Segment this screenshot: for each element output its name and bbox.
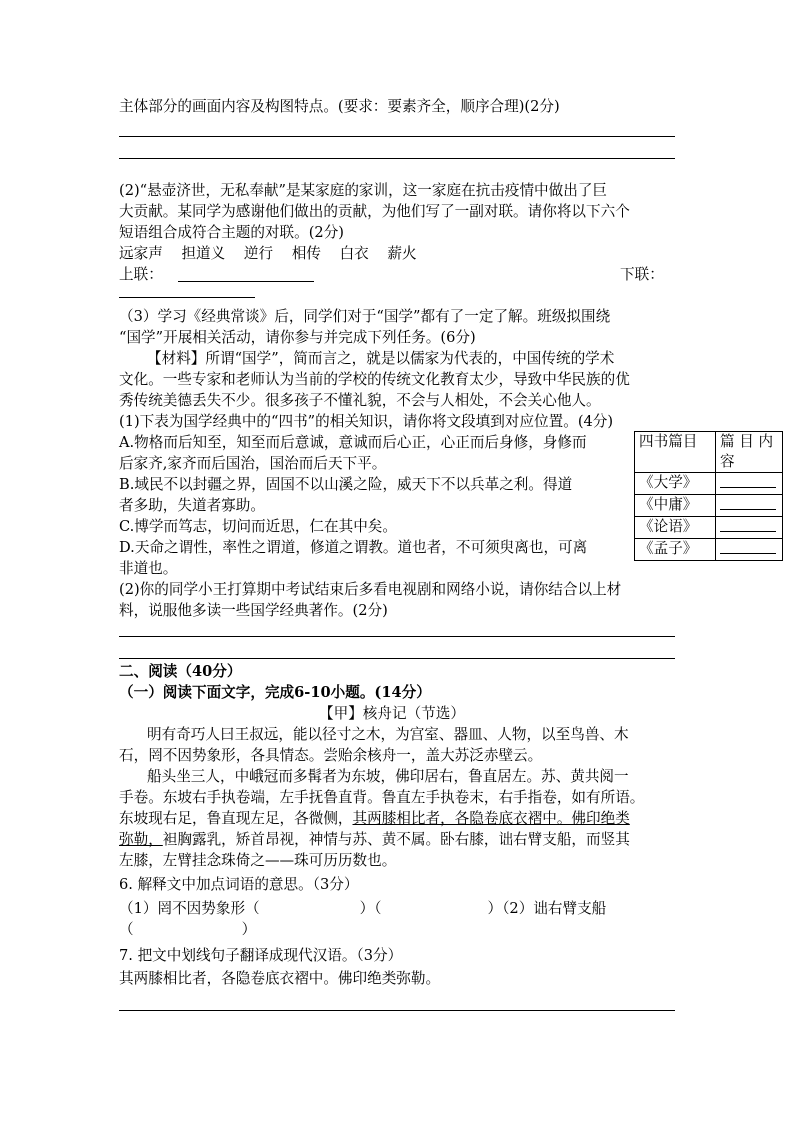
question-text: 料，说服他多读一些国学经典著作。(2分) xyxy=(119,602,388,619)
table-row-label: 《大学》 xyxy=(635,473,716,495)
question-text: 大贡献。某同学为感谢他们做出的贡献，为他们写了一副对联。请你将以下六个 xyxy=(119,203,630,220)
lower-couplet-blank[interactable] xyxy=(119,283,255,298)
option-b: 者多助，失道者寡助。 xyxy=(119,497,265,514)
table-row-label: 《孟子》 xyxy=(635,539,716,561)
q6-line: （ ） xyxy=(119,921,257,938)
phrase: 白衣 xyxy=(339,245,369,262)
phrase: 逆行 xyxy=(243,245,274,262)
phrase: 远家声 xyxy=(119,245,163,262)
passage-text: 东坡现右足，鲁直现左足，各微侧，其两膝相比者，各隐卷底衣褶中。佛印绝类 xyxy=(119,810,630,827)
material-text: 文化。一些专家和老师认为当前的学校的传统文化教育太少，导致中华民族的优 xyxy=(119,371,630,388)
answer-line xyxy=(119,636,675,637)
table-answer-cell[interactable] xyxy=(716,473,783,495)
option-c: C.博学而笃志，切问而近思，仁在其中矣。 xyxy=(119,518,397,535)
lower-couplet-label: 下联： xyxy=(620,266,664,283)
material-text: 【材料】所谓“国学”，简而言之，就是以儒家为代表的，中国传统的学术 xyxy=(147,350,615,367)
table-header: 四书篇目 xyxy=(635,432,716,473)
passage-title: 【甲】核舟记（节选） xyxy=(319,705,465,722)
section-title: 二、阅读（40分） xyxy=(119,663,242,680)
underlined-sentence: 其两膝相比者，各隐卷底衣褶中。佛印绝类 xyxy=(352,810,630,827)
question-text: (2)“悬壶济世，无私奉献”是某家庭的家训，这一家庭在抗击疫情中做出了巨 xyxy=(119,182,608,199)
question-text: 主体部分的画面内容及构图特点。(要求：要素齐全，顺序合理)(2分) xyxy=(119,98,560,115)
option-b: B.域民不以封疆之界，固国不以山溪之险，威天下不以兵革之利。得道 xyxy=(119,476,573,493)
passage-text: 船头坐三人，中峨冠而多髯者为东坡，佛印居右，鲁直居左。苏、黄共阅一 xyxy=(147,768,629,785)
upper-couplet-blank[interactable] xyxy=(178,265,314,282)
material-tag: 【材料】 xyxy=(147,350,206,367)
table-row-label: 《论语》 xyxy=(635,517,716,539)
question-text: (1)下表为国学经典中的“四书”的相关知识，请你将文段填到对应位置。(4分) xyxy=(119,413,614,430)
option-d: 非道也。 xyxy=(119,560,178,577)
table-answer-cell[interactable] xyxy=(716,539,783,561)
option-a: 后家齐,家齐而后国治，国治而后天下平。 xyxy=(119,455,387,472)
passage-text: 左膝，左臂挂念珠倚之——珠可历历数也。 xyxy=(119,852,397,869)
table-answer-cell[interactable] xyxy=(716,517,783,539)
answer-line xyxy=(119,136,675,137)
question-text: 6. 解释文中加点词语的意思。（3分） xyxy=(119,876,359,893)
underlined-sentence: 弥勒， xyxy=(119,831,163,848)
passage-text: 手卷。东坡右手执卷端，左手抚鲁直背。鲁直左手执卷末，右手指卷，如有所语。 xyxy=(119,789,645,806)
phrase-list xyxy=(119,243,417,264)
phrase: 薪火 xyxy=(387,245,417,262)
phrase: 相传 xyxy=(291,245,321,262)
q6-line: （1）罔不因势象形（ ）（ ）（2）诎右臂支船 xyxy=(119,900,607,917)
part-title: （一）阅读下面文字，完成6-10小题。(14分） xyxy=(119,684,431,701)
option-a: A.物格而后知至，知至而后意诚，意诚而后心正，心正而后身修，身修而 xyxy=(119,434,587,451)
passage-text: 弥勒，袒胸露乳，矫首昂视，神情与苏、黄不属。卧右膝，诎右臂支船，而竖其 xyxy=(119,831,630,848)
table-header: 篇 目 内 容 xyxy=(716,432,783,473)
question-text: (2)你的同学小王打算期中考试结束后多看电视剧和网络小说，请你结合以上材 xyxy=(119,581,622,598)
table-answer-cell[interactable] xyxy=(716,495,783,517)
answer-line xyxy=(119,1010,675,1011)
material-text: 秀传统美德丢失不少。很多孩子不懂礼貌，不会与人相处，不会关心他人。 xyxy=(119,392,601,409)
question-text: “国学”开展相关活动，请你参与并完成下列任务。(6分) xyxy=(119,329,476,346)
four-books-table xyxy=(634,431,783,561)
passage-text: 明有奇巧人曰王叔远，能以径寸之木，为宫室、器皿、人物，以至鸟兽、木 xyxy=(147,726,629,743)
question-text: 短语组合成符合主题的对联。(2分) xyxy=(119,224,344,241)
question-text: （3）学习《经典常谈》后，同学们对于“国学”都有了一定了解。班级拟围绕 xyxy=(119,308,611,325)
question-text: 7. 把文中划线句子翻译成现代汉语。（3分） xyxy=(119,947,403,964)
table-row-label: 《中庸》 xyxy=(635,495,716,517)
upper-couplet-label: 上联： xyxy=(119,266,163,283)
answer-line xyxy=(119,658,675,659)
answer-line xyxy=(119,158,675,159)
passage-text: 石，罔不因势象形，各具情态。尝贻余核舟一，盖大苏泛赤壁云。 xyxy=(119,747,543,764)
translate-sentence: 其两膝相比者，各隐卷底衣褶中。佛印绝类弥勒。 xyxy=(119,970,441,987)
phrase: 担道义 xyxy=(181,245,226,262)
option-d: D.天命之谓性，率性之谓道，修道之谓教。道也者，不可须臾离也，可离 xyxy=(119,539,588,556)
